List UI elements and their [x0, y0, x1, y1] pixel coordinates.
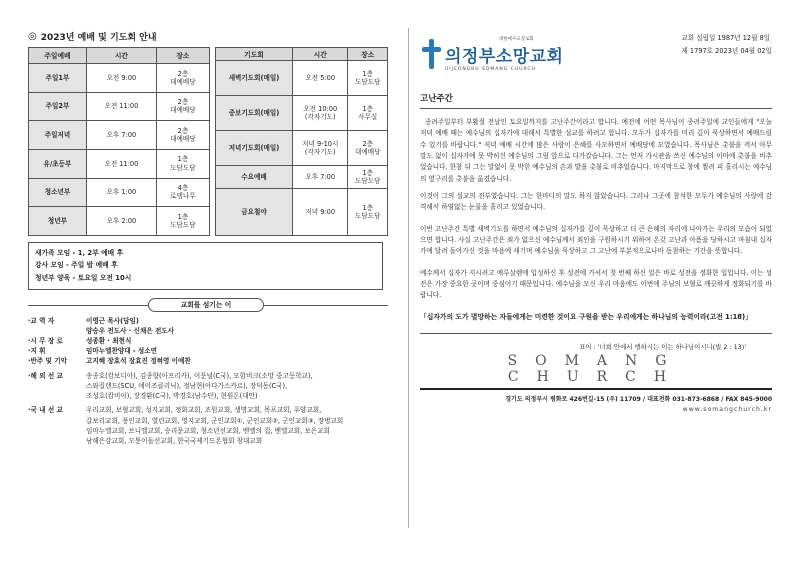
table-row	[29, 92, 210, 121]
meeting-item: 새가족 모임 - 1, 2부 예배 후	[35, 248, 124, 257]
staff-list	[28, 316, 388, 447]
table-header: 시간	[293, 48, 348, 61]
prayer-name: 새벽기도회(매일)	[216, 61, 293, 96]
website-link[interactable]: www.somangchurch.kr	[682, 406, 772, 414]
list-item	[28, 316, 388, 326]
prayer-place: 1층 도담도담	[348, 61, 388, 96]
prayer-time: 오후 7:00	[293, 166, 348, 189]
column-divider	[408, 28, 409, 528]
list-item	[28, 436, 388, 446]
staff-names: 조성호(캄비아), 장경환(C국), 박경호(남수단), 현원돈(대만)	[86, 392, 258, 401]
staff-names: 송종호(캄보디아), 김종향(아프리카), 이문념(C국), 모함비크(소망 중고등학교),	[86, 371, 313, 380]
service-time: 오후 1:00	[86, 178, 156, 207]
prayer-place: 1층 사무실	[348, 96, 388, 131]
service-time: 오전 11:00	[86, 92, 156, 121]
sermon-paragraph: 예수께서 십자가 지시려고 예루살렘에 입성하신 후 성전에 가셔서 첫 번째 하신 일은 바로 성전을 정화한 일입니다. 이는 성전은 가장 중요한 곳이며 중심이기 때문입니다. 예수님을 모신 우리 마음에도 이번에 주님의 보혈로 깨끗하게 정화되기를 바랍니다.	[420, 268, 773, 300]
schedule-title	[28, 30, 388, 43]
worship-table	[28, 47, 210, 236]
church-english-name: UIJEONGBU SOMANG CHURCH	[445, 67, 536, 72]
table-header: 주일예배	[29, 48, 87, 64]
cross-icon	[420, 39, 442, 69]
staff-names: 이영근 목사(담임)	[86, 316, 139, 325]
table-row	[29, 63, 210, 92]
staff-names: 임마누엘찬양대 - 성소연	[86, 347, 158, 356]
table-row	[216, 131, 388, 166]
service-place: 2층 대예배당	[156, 121, 209, 150]
service-place: 4층 로뎀나무	[156, 178, 209, 207]
list-item	[28, 371, 388, 381]
list-item	[28, 326, 388, 336]
prayer-table	[215, 47, 388, 236]
sermon-paragraph: 이번 고난주간 특별 새벽기도를 하면서 예수님의 십자가를 깊이 묵상하고 더 큰 은혜의 자리에 나아가는 우리의 모습이 되었으면 합니다. 사실 고난주간은 죄가 없으신 예수님께서 죄인을 구원하시기 위하여 온갖 고난과 아픔을 당하시고 마침내 십자가에 달려 돌아가신 것을 마음에 새기며 예수님을 묵상하고 그 고난에 부분적으로나마 동참하는 기간을 뜻합니다.	[420, 224, 773, 256]
prayer-time: 저녁 9-10시 (각자기도)	[293, 131, 348, 166]
list-item	[28, 405, 388, 415]
meeting-item: 청년부 양육 - 토요일 오전 10시	[35, 274, 132, 283]
schedule-tables	[28, 47, 388, 236]
service-time: 오후 2:00	[86, 207, 156, 236]
sermon-title: 고난주간	[420, 92, 772, 109]
meeting-item: 강사 모임 - 주일 밤 예배 후	[35, 261, 118, 270]
founded-date: 교회 설립일 1987년 12월 8일	[681, 34, 771, 42]
list-item	[28, 381, 388, 391]
issue-info	[681, 32, 772, 80]
schedule-title-text: 2023년 예배 및 기도회 안내	[40, 33, 157, 43]
prayer-time: 오전 10:00 (각자기도)	[293, 96, 348, 131]
service-place: 1층 도담도담	[156, 149, 209, 178]
prayer-place: 1층 도담도담	[348, 189, 388, 236]
prayer-place: 1층 도담도담	[348, 166, 388, 189]
divider	[420, 333, 772, 334]
service-place: 1층 도담도담	[156, 207, 209, 236]
table-header: 기도회	[216, 48, 293, 61]
list-item	[28, 391, 388, 401]
table-row	[29, 121, 210, 150]
staff-names: 남해은강교회, 모퉁이돌선교회, 한국국제기드온협회 창대교회	[86, 436, 263, 445]
staff-names: 고지혜 장효석 장효진 정혀영 이예찬	[86, 357, 191, 366]
list-item	[28, 336, 388, 346]
church-denomination: 대한예수교장로회	[499, 37, 534, 42]
service-time: 오전 9:00	[86, 63, 156, 92]
sermon-paragraph: 이것이 그의 설교의 전부였습니다. 그는 한마디의 말도 하지 않았습니다. 그러나 그곳에 참석한 모두가 예수님의 사랑에 감격해서 하염없는 눈물을 흘리고 있었습니다.	[420, 191, 772, 212]
table-row	[216, 61, 388, 96]
church-address: 경기도 의정부시 평화로 426번길-15 (우) 11709 / 대표전화 031-873-6868 / FAX 845-9000	[505, 396, 772, 404]
table-header: 장소	[156, 48, 209, 64]
service-place: 2층 대예배당	[156, 92, 209, 121]
prayer-time: 오전 5:00	[293, 61, 348, 96]
issue-number: 제 1797호 2023년 04월 02일	[681, 46, 772, 55]
staff-names: 양승우 전도사 · 신채은 전도사	[86, 326, 175, 335]
service-name: 청소년부	[29, 178, 87, 207]
left-column	[28, 30, 388, 446]
table-header: 장소	[348, 48, 388, 61]
service-name: 주일2부	[29, 92, 87, 121]
church-motto: 표어 : '너희 안에서 행하시는 이는 하나님이시니(빌 2 : 13)'	[579, 343, 746, 352]
divider	[420, 388, 772, 390]
sermon-paragraph: 종려주일부터 부활절 전날인 토요일까지를 고난주간이라고 합니다. 예전에 어떤 목사님이 종려주일에 교인들에게 "오늘 저녁 예배 때는 예수님의 십자가에 대해서 특별한 설교를 하려고 합니다. 모두가 십자가를 미리 깊이 묵상하면서 예배드릴 수 있기를 바랍니다." 저녁 예배 시간에 많은 사람이 은혜를 사모하면서 예배당에 모였습니다. 목사님은 촛불을 켜서 아무 말도 없이 십자가에 못 박히신 예수님의 그림 앞으로 다가갔습니다. 그는 먼저 가시관을 쓰신 예수님의 이마에 촛불을 비추었습니다. 한참 뒤 그는 말없이 못 박힌 예수님의 손과 발을 촛불로 비추었습니다. 마지막으로 창에 찔려 피 흘리시는 예수님의 옆구리를 촛불을 옮겼습니다.	[420, 118, 772, 183]
prayer-name: 금요철야	[216, 189, 293, 236]
prayer-time: 저녁 9:00	[293, 189, 348, 236]
right-column	[420, 28, 772, 413]
serve-heading-label: 교회를 섬기는 이	[148, 298, 264, 312]
serve-heading	[28, 298, 388, 312]
service-time: 오후 7:00	[86, 121, 156, 150]
staff-role: ·해 외 선 교	[28, 371, 63, 380]
table-row	[29, 149, 210, 178]
table-row	[216, 189, 388, 236]
service-place: 2층 대예배당	[156, 63, 209, 92]
meetings-box	[28, 242, 383, 290]
staff-role: ·반주 및 기악	[28, 357, 67, 366]
staff-names: 갈보리교회, 풍인교회, 열린교회, 영지교회, 군인교회①, 군인교회②, 군인교회③, 장병교회	[86, 416, 344, 425]
staff-role: ·시 무 장 로	[28, 337, 63, 346]
staff-names: 우리교회, 보혈교회, 성지교회, 정화교회, 조원교회, 생명교회, 목포교회, 푸양교회,	[86, 406, 322, 415]
list-item	[28, 356, 388, 366]
staff-names: 임마누엘교회, 브니엘교회, 승리문교회, 청소년선교회, 밴엘의 집, 밴엘교회, 보은교회	[86, 426, 330, 435]
staff-role: ·국 내 선 교	[28, 406, 63, 415]
service-name: 주일저녁	[29, 121, 87, 150]
staff-role: ·교 역 자	[28, 316, 55, 325]
service-name: 유/초등부	[29, 149, 87, 178]
table-header: 시간	[86, 48, 156, 64]
staff-names: 스와질랜드(SCU, 에이즈클리닉), 정남현(아다가스카르), 장덕동(C국),	[86, 381, 288, 390]
prayer-name: 저녁기도회(매일)	[216, 131, 293, 166]
prayer-name: 수요예배	[216, 166, 293, 189]
staff-names: 성종환 · 최현식	[86, 337, 132, 346]
list-item	[28, 426, 388, 436]
list-item	[28, 346, 388, 356]
somang-church-banner: SOMANG CHURCH	[507, 353, 685, 386]
table-row	[216, 166, 388, 189]
church-logo	[420, 28, 563, 80]
staff-role: ·지 휘	[28, 347, 46, 356]
table-row	[29, 207, 210, 236]
prayer-name: 중보기도회(매일)	[216, 96, 293, 131]
table-row	[216, 96, 388, 131]
prayer-place: 2층 대예배당	[348, 131, 388, 166]
list-item	[28, 416, 388, 426]
masthead	[420, 28, 772, 80]
circle-dot-icon: ◎	[28, 31, 37, 42]
service-name: 주일1부	[29, 63, 87, 92]
church-name: 의정부소망교회	[445, 47, 564, 67]
bible-verse: 「십자가의 도가 멸망하는 자들에게는 미련한 것이요 구원을 받는 우리에게는 하나님의 능력이라(고전 1:18)」	[420, 312, 752, 321]
service-time: 오전 11:00	[86, 149, 156, 178]
table-row	[29, 178, 210, 207]
service-name: 청년부	[29, 207, 87, 236]
